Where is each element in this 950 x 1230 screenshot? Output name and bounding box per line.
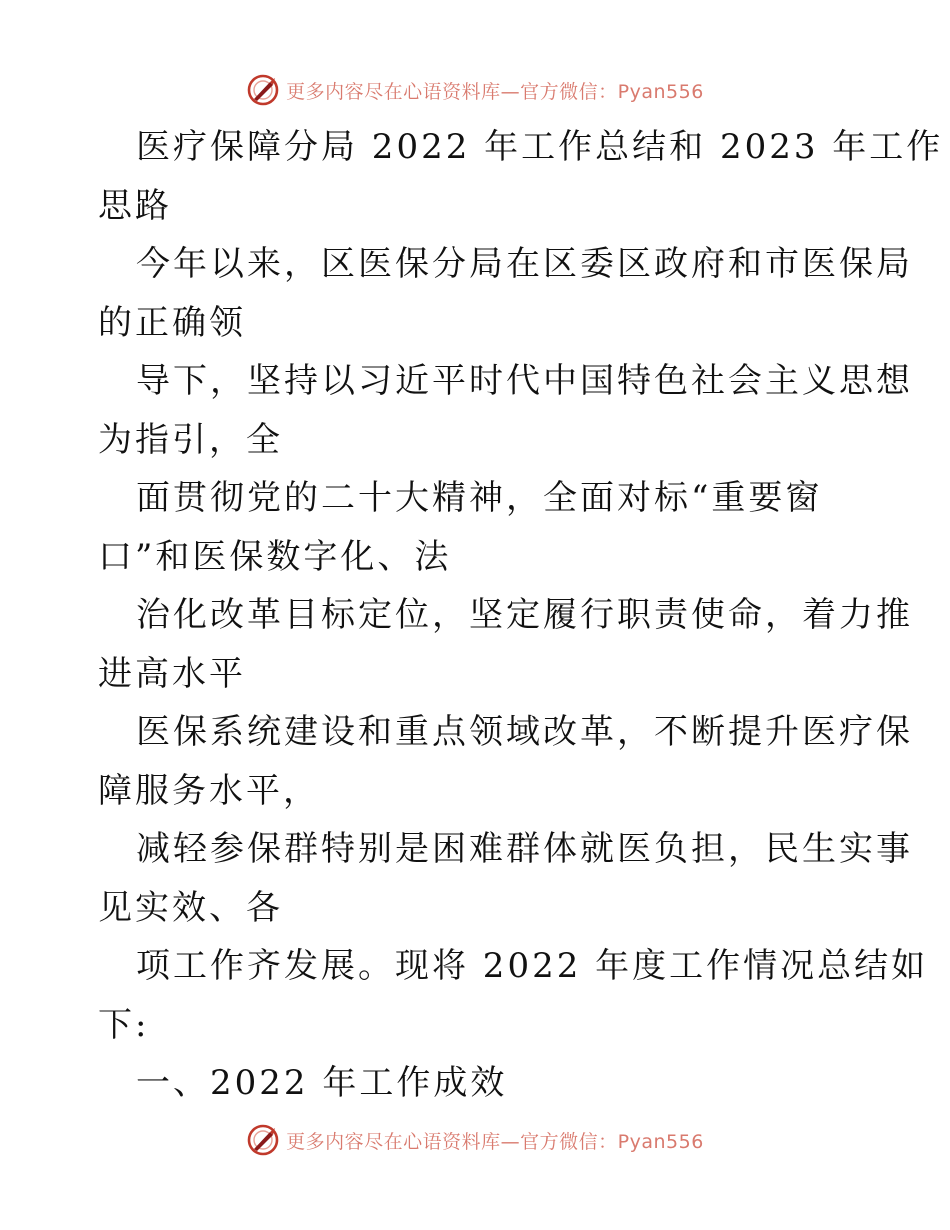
text-line: 障服务水平， xyxy=(98,770,320,811)
quill-logo-icon xyxy=(246,1123,280,1157)
text-line: 面贯彻党的二十大精神，全面对标“重要窗 xyxy=(136,478,823,518)
watermark-text: 更多内容尽在心语资料库—官方微信：Pyan556 xyxy=(286,1130,704,1153)
text-line: 见实效、各 xyxy=(98,887,283,928)
text-line: 思路 xyxy=(98,185,172,226)
text-line: 口”和医保数字化、法 xyxy=(98,536,452,577)
text-line: 医疗保障分局 2022 年工作总结和 2023 年工作 xyxy=(136,127,944,167)
text-line: 的正确领 xyxy=(98,302,246,343)
text-line: 治化改革目标定位，坚定履行职责使命，着力推 xyxy=(136,595,913,635)
text-line: 导下，坚持以习近平时代中国特色社会主义思想 xyxy=(136,361,913,401)
text-line: 减轻参保群特别是困难群体就医负担，民生实事 xyxy=(136,829,913,869)
watermark-footer xyxy=(0,1120,950,1160)
text-line: 下: xyxy=(98,1004,150,1045)
text-line: 项工作齐发展。现将 2022 年度工作情况总结如 xyxy=(136,946,929,986)
text-line: 医保系统建设和重点领域改革，不断提升医疗保 xyxy=(136,712,913,752)
section-heading: 一、2022 年工作成效 xyxy=(136,1063,508,1103)
text-line: 今年以来，区医保分局在区委区政府和市医保局 xyxy=(136,244,913,284)
document-body xyxy=(98,118,944,1113)
watermark-text: 更多内容尽在心语资料库—官方微信：Pyan556 xyxy=(286,80,704,103)
text-line: 为指引，全 xyxy=(98,419,283,460)
text-line: 进高水平 xyxy=(98,653,246,694)
watermark-header xyxy=(0,70,950,110)
quill-logo-icon xyxy=(246,73,280,107)
